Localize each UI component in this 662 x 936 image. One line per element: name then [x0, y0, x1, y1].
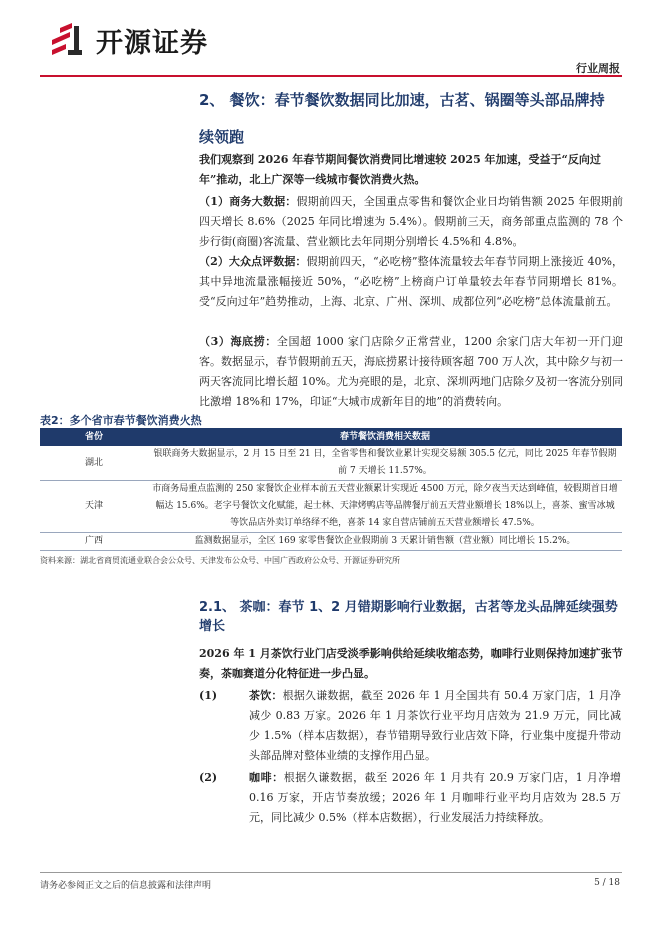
- list-item-body: [249, 768, 621, 828]
- section-heading-line1: 2、 餐饮：春节餐饮数据同比加速，古茗、锅圈等头部品牌持: [199, 91, 605, 109]
- footer-divider: [40, 872, 622, 873]
- section-heading: [199, 82, 624, 156]
- cell-province: 广西: [40, 533, 148, 551]
- subsection-heading: 2.1、 茶咖：春节 1、2 月错期影响行业数据，古茗等龙头品牌延续强势增长: [199, 600, 618, 634]
- section-heading-line2: 续领跑: [199, 128, 245, 146]
- paragraph-haidilao: [199, 332, 623, 412]
- report-type-label: 行业周报: [576, 62, 620, 75]
- logo-text: 开源证券: [96, 27, 208, 59]
- company-logo: [48, 20, 208, 60]
- page-number: 5 / 18: [594, 878, 620, 888]
- cell-data: 银联商务大数据显示，2 月 15 日至 21 日，全省零售和餐饮业累计实现交易额 305.5 亿元，同比 2025 年春节假期前 7 天增长 11.57%。: [148, 446, 622, 481]
- cell-province: 天津: [40, 481, 148, 533]
- table-row: [40, 481, 622, 533]
- cell-province: 湖北: [40, 446, 148, 481]
- cell-data: 监测数据显示，全区 169 家零售餐饮企业假期前 3 天累计销售额（营业额）同比增长 15.2%。: [148, 533, 622, 551]
- list-item-number: (1): [199, 689, 218, 702]
- list-item-text: 根据久谦数据，截至 2026 年 1 月共有 20.9 万家门店，1 月净增 0.16 万家，开店节奏放缓；2026 年 1 月咖啡行业平均月店效为 28.5 万元，同比减少 0.5%（样本店数据），行业发展活力持续释放。: [249, 771, 621, 824]
- table-title: 表2：多个省市春节餐饮消费火热: [40, 414, 202, 427]
- column-header-data: 春节餐饮消费相关数据: [148, 428, 622, 446]
- table-row: [40, 533, 622, 551]
- table-source: 资料来源：湖北省商贸流通业联合会公众号、天津发布公众号、中国广西政府公众号、开源证券研究所: [40, 556, 400, 565]
- paragraph-label: （1）商务大数据：: [199, 195, 297, 208]
- footer-disclaimer: 请务必参阅正文之后的信息披露和法律声明: [40, 881, 212, 891]
- list-item-text: 根据久谦数据，截至 2026 年 1 月全国共有 50.4 万家门店，1 月净减少 0.83 万家。2026 年 1 月茶饮行业平均月店效为 21.9 万元，同比减少 1.5%（样本店数据），春节错期导致行业店效下降，行业集中度提升带动头部品牌对整体业绩的支撑作用凸显。: [249, 689, 621, 762]
- paragraph-label: （2）大众点评数据：: [199, 255, 307, 268]
- list-item-body: [249, 686, 621, 766]
- table-row: [40, 446, 622, 481]
- subsection-lead: 2026 年 1 月茶饮行业门店受淡季影响供给延续收缩态势，咖啡行业则保持加速扩张节奏，茶咖赛道分化特征进一步凸显。: [199, 647, 623, 680]
- paragraph-text: 假期前四天，全国重点零售和餐饮企业日均销售额 2025 年假期前四天增长 8.6%（2025 年同比增速为 5.4%）。假期前三天，商务部重点监测的 78 个步行街(商圈)客流量、营业额比去年同期分别增长 4.5%和 4.8%。: [199, 195, 623, 248]
- table-header-row: [40, 428, 622, 446]
- paragraph-text: 假期前四天，“必吃榜”整体流量较去年春节同期上涨接近 40%，其中异地流量涨幅接近 50%，“必吃榜”上榜商户订单量较去年春节同期增长 81%。受“反向过年”趋势推动，上海、北京、广州、深圳、成都位列“必吃榜”总体流量前五。: [199, 255, 623, 308]
- paragraph-text: 全国超 1000 家门店除夕正常营业，1200 余家门店大年初一开门迎客。数据显示，春节假期前五天，海底捞累计接待顾客超 700 万人次，其中除夕与初一两天客流同比增长超 10%。尤为亮眼的是，北京、深圳两地门店除夕及初一客流分别同比激增 18%和 17%，印证“大城市成新年目的地”的消费转向。: [199, 335, 623, 408]
- consumption-table: [40, 428, 622, 551]
- logo-mark-icon: [48, 20, 88, 60]
- header-divider: [40, 75, 622, 77]
- paragraph-label: （3）海底捞：: [199, 335, 277, 348]
- list-item-label: 茶饮：: [249, 689, 283, 702]
- column-header-province: 省份: [40, 428, 148, 446]
- paragraph-dianping-data: [199, 252, 623, 312]
- cell-data: 市商务局重点监测的 250 家餐饮企业样本前五天营业额累计实现近 4500 万元，除夕夜当天达到峰值，较假期首日增幅达 15.6%。老字号餐饮文化赋能，起士林、天津烤鸭店等品牌餐厅前五天营业额增长 18%以上，喜茶、蜜雪冰城等饮品店外卖订单络绎不绝，喜茶 14 家自营店铺前五天营业额增长 47.5%。: [148, 481, 622, 533]
- list-item-number: (2): [199, 771, 218, 784]
- list-item-label: 咖啡：: [249, 771, 284, 784]
- paragraph-commerce-data: [199, 192, 623, 252]
- section-lead: 我们观察到 2026 年春节期间餐饮消费同比增速较 2025 年加速，受益于“反向过年”推动，北上广深等一线城市餐饮消费火热。: [199, 153, 601, 186]
